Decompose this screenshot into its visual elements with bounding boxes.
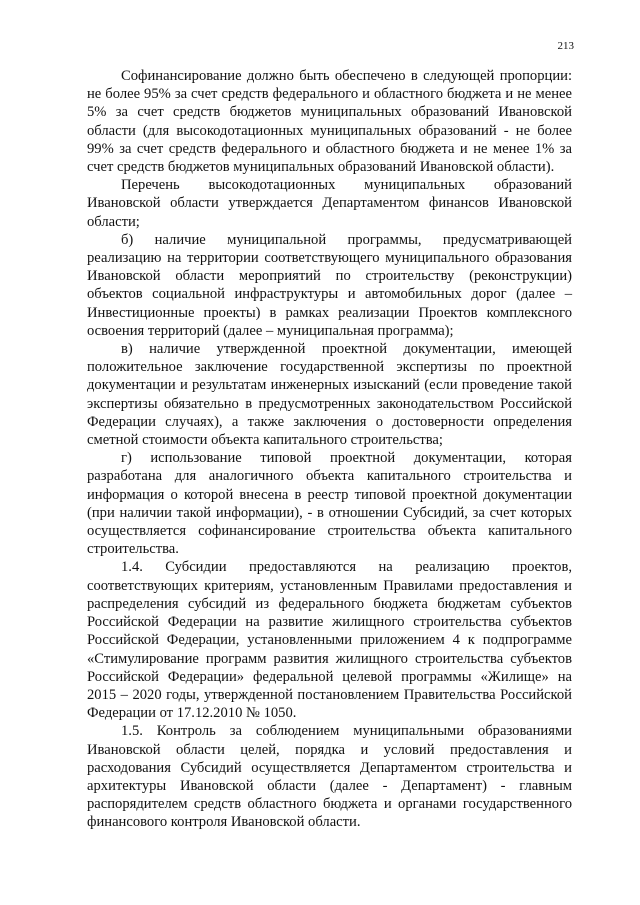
document-body — [87, 67, 572, 832]
paragraph-clause-1-5: 1.5. Контроль за соблюдением муниципальными образованиями Ивановской области целей, порядка и условий предоставления и расходования Субсидий осуществляется Департаментом строительства и архитектуры Ивановской области (далее - Департамент) - главным распорядителем средств областного бюджета и органами государственного финансового контроля Ивановской области. — [87, 723, 572, 831]
paragraph-cofinancing-proportion: Софинансирование должно быть обеспечено в следующей пропорции: не более 95% за счет средств федерального и областного бюджета и не менее 5% за счет средств бюджетов муниципальных образований Ивановской области (для высокодотационных муниципальных образований - не более 99% за счет средств федерального и областного бюджета и не менее 1% за счет средств бюджетов муниципальных образований Ивановской области). — [87, 68, 572, 176]
paragraph-highly-subsidized-list: Перечень высокодотационных муниципальных образований Ивановской области утверждается Департаментом финансов Ивановской области; — [87, 177, 572, 230]
paragraph-item-v: в) наличие утвержденной проектной документации, имеющей положительное заключение государственной экспертизы по проектной документации и результатам инженерных изысканий (если проведение такой экспертизы обязательно в предусмотренных законодательством Российской Федерации случаях), а также заключения о достоверности определения сметной стоимости объекта капитального строительства; — [87, 341, 572, 449]
paragraph-clause-1-4: 1.4. Субсидии предоставляются на реализацию проектов, соответствующих критериям, установленным Правилами предоставления и распределения субсидий из федерального бюджета бюджетам субъектов Российской Федерации на развитие жилищного строительства субъектов Российской Федерации, установленными приложением 4 к подпрограмме «Стимулирование программ развития жилищного строительства субъектов Российской Федерации» федеральной целевой программы «Жилище» на 2015 – 2020 годы, утвержденной постановлением Правительства Российской Федерации от 17.12.2010 № 1050. — [87, 559, 572, 722]
page-number: 213 — [557, 40, 574, 52]
paragraph-item-b: б) наличие муниципальной программы, предусматривающей реализацию на территории соответствующего муниципального образования Ивановской области мероприятий по строительству (реконструкции) объектов социальной инфраструктуры и автомобильных дорог (далее – Инвестиционные проекты) в рамках реализации Проектов комплексного освоения территорий (далее – муниципальная программа); — [87, 231, 572, 339]
paragraph-item-g: г) использование типовой проектной документации, которая разработана для аналогичного объекта капитального строительства и информация о которой внесена в реестр типовой проектной документации (при наличии такой информации), - в отношении Субсидий, за счет которых осуществляется софинансирование строительства объекта капитального строительства. — [87, 450, 572, 558]
